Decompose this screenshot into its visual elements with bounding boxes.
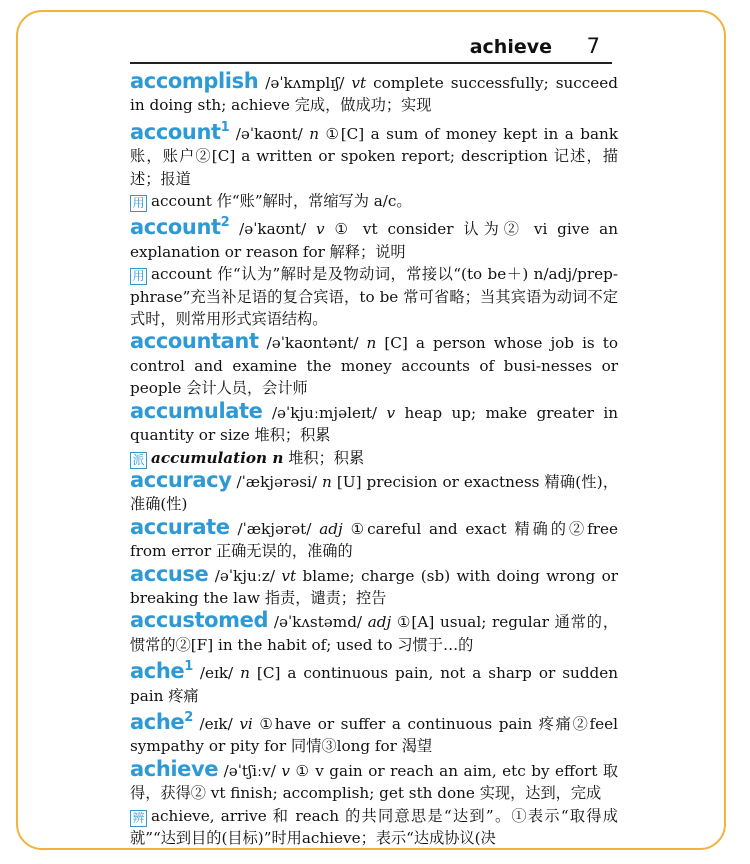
headword: achieve bbox=[130, 756, 219, 781]
entry-achieve bbox=[130, 758, 618, 805]
entry-accurate bbox=[130, 516, 618, 563]
entry-ache-2 bbox=[130, 707, 618, 758]
definition: ①[A] usual; regular 通常的，惯常的②[F] in the habit of; used to 习惯于…的 bbox=[130, 613, 619, 654]
definition: [U] precision or exactness 精确(性)，准确(性) bbox=[130, 472, 619, 514]
usage-box-icon: 用 bbox=[130, 268, 147, 285]
pronunciation: /eɪk/ bbox=[199, 714, 233, 733]
headword: ache$^1$ bbox=[130, 659, 193, 684]
distinction-note bbox=[130, 805, 618, 850]
headword: accuse bbox=[130, 561, 209, 586]
headword: account$^1$ bbox=[130, 119, 230, 144]
pronunciation: /əˈkʌstəmd/ bbox=[273, 613, 363, 632]
pronunciation: /əˈtʃiːv/ bbox=[223, 761, 276, 780]
pronunciation: /əˈkjuːz/ bbox=[214, 566, 275, 585]
pronunciation: /ˈækjərəsi/ bbox=[236, 472, 317, 491]
part-of-speech: n bbox=[322, 472, 332, 491]
entry-account-1 bbox=[130, 117, 618, 190]
headword: accustomed bbox=[130, 608, 269, 633]
pronunciation: /əˈkaʊntənt/ bbox=[266, 334, 359, 353]
dictionary-column bbox=[130, 70, 618, 849]
derivative-meaning: 堆积；积累 bbox=[283, 448, 365, 467]
headword: accurate bbox=[130, 514, 230, 539]
derivative-word: accumulation n bbox=[151, 448, 284, 467]
definition: ①have or suffer a continuous pain 疼痛②feel sympathy or pity for 同情③long for 渴望 bbox=[130, 714, 618, 756]
homograph-number: 2 bbox=[220, 215, 230, 231]
entry-accuracy bbox=[130, 469, 618, 516]
headword: accuracy bbox=[130, 467, 232, 492]
guide-word: achieve bbox=[469, 36, 552, 58]
page-number: 7 bbox=[586, 34, 600, 58]
headword: ache$^2$ bbox=[130, 709, 193, 734]
headword: accomplish bbox=[130, 69, 259, 93]
part-of-speech: adj bbox=[367, 613, 392, 632]
definition: blame; charge (sb) with doing wrong or breaking the law 指责，谴责；控告 bbox=[130, 566, 619, 607]
entry-accumulate bbox=[130, 400, 618, 447]
definition: heap up; make greater in quantity or size 堆积；积累 bbox=[130, 403, 619, 445]
pronunciation: /eɪk/ bbox=[199, 664, 234, 683]
part-of-speech: v bbox=[386, 403, 396, 422]
homograph-number: 1 bbox=[184, 659, 193, 675]
part-of-speech: n bbox=[366, 334, 377, 353]
derivative-box-icon: 派 bbox=[130, 452, 147, 469]
derivative-note bbox=[130, 447, 618, 469]
entry-accountant bbox=[130, 330, 618, 399]
part-of-speech: n bbox=[240, 664, 250, 683]
entry-ache-1 bbox=[130, 656, 618, 707]
distinction-note-text: achieve, arrive 和 reach 的共同意思是“达到”。①表示“取得成就”“达到目的(目标)”时用achieve；表示“达成协议(决 bbox=[130, 806, 618, 847]
homograph-number: 1 bbox=[220, 119, 230, 135]
definition: ①careful and exact 精确的②free from error 正确无误的，准确的 bbox=[130, 519, 619, 561]
part-of-speech: vt bbox=[281, 566, 297, 585]
entry-accomplish bbox=[130, 70, 618, 117]
entry-accuse bbox=[130, 563, 618, 610]
entry-account-2 bbox=[130, 212, 618, 263]
definition: [C] a continuous pain, not a sharp or sudden pain 疼痛 bbox=[130, 664, 619, 705]
part-of-speech: vt bbox=[351, 74, 367, 92]
pronunciation: /əˈkjuːmjəleɪt/ bbox=[271, 403, 378, 422]
pronunciation: /əˈkaʊnt/ bbox=[239, 220, 307, 239]
headword: accumulate bbox=[130, 398, 263, 423]
definition: ① v gain or reach an aim, etc by effort 取得，获得② vt finish; accomplish; get sth done 实现，达到，完成 bbox=[130, 761, 619, 803]
pronunciation: /əˈkaʊnt/ bbox=[235, 124, 303, 143]
entry-accustomed bbox=[130, 609, 618, 656]
pronunciation: /əˈkʌmplɪʃ/ bbox=[265, 74, 345, 92]
pronunciation: /ˈækjərət/ bbox=[237, 519, 312, 538]
part-of-speech: adj bbox=[319, 519, 343, 538]
distinction-box-icon: 辨 bbox=[130, 810, 147, 827]
definition: complete successfully; succeed in doing sth; achieve 完成，做成功；实现 bbox=[130, 74, 618, 115]
usage-box-icon: 用 bbox=[130, 195, 147, 212]
part-of-speech: vi bbox=[239, 714, 253, 733]
definition: [C] a person whose job is to control and examine the money accounts of busi-nesses or people 会计人员，会计师 bbox=[130, 334, 619, 398]
headword: account$^2$ bbox=[130, 215, 230, 240]
usage-note-text: account 作“账”解时，常缩写为 a/c。 bbox=[151, 192, 412, 211]
definition: ① vt consider 认为② vi give an explanation or reason for 解释；说明 bbox=[130, 220, 619, 261]
homograph-number: 2 bbox=[184, 709, 193, 725]
usage-note-text: account 作“认为”解时是及物动词，常接以“(to be＋) n/adj/prep-phrase”充当补足语的复合宾语，to be 常可省略；当其宾语为动词不定式时，则常用形式宾语结构。 bbox=[130, 265, 618, 329]
usage-note bbox=[130, 190, 618, 212]
part-of-speech: v bbox=[281, 761, 290, 780]
running-header bbox=[130, 34, 612, 64]
usage-note bbox=[130, 263, 618, 330]
headword: accountant bbox=[130, 329, 259, 354]
part-of-speech: n bbox=[309, 124, 319, 143]
part-of-speech: v bbox=[315, 220, 325, 239]
definition: ①[C] a sum of money kept in a bank 账，账户②[C] a written or spoken report; description 记述，描述；报道 bbox=[130, 124, 619, 188]
